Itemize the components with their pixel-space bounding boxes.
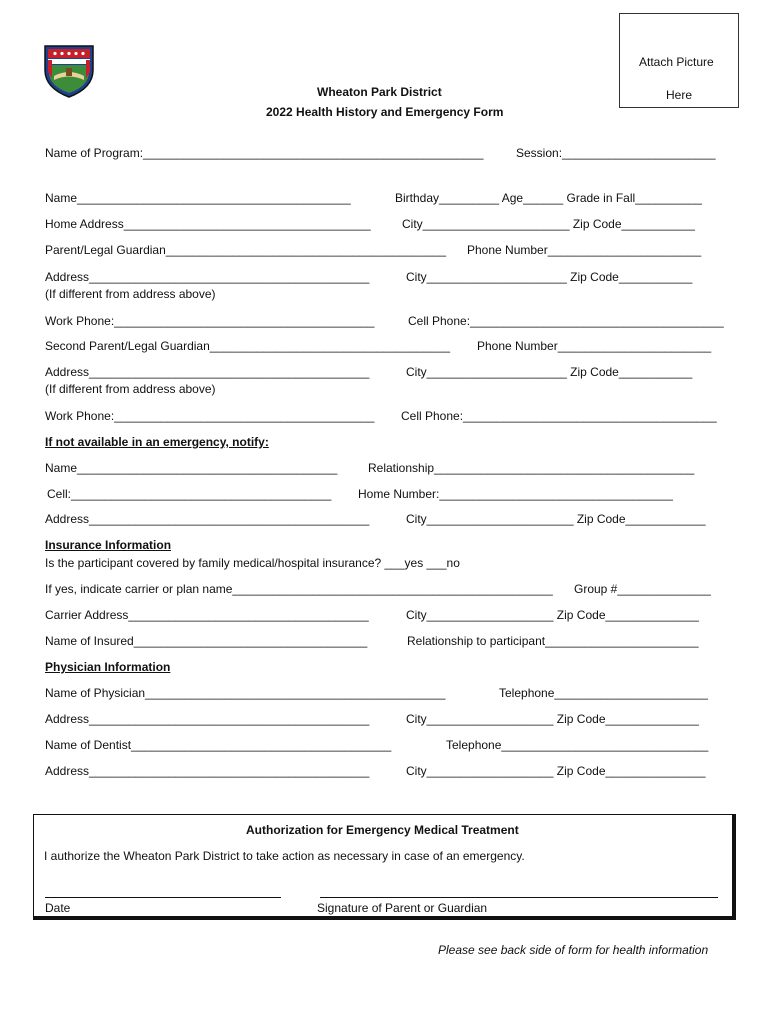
dentist-city-zip-field[interactable]: City___________________ Zip Code_______________ xyxy=(406,764,706,778)
signature-label: Signature of Parent or Guardian xyxy=(317,901,488,915)
authorization-box xyxy=(33,814,736,920)
organization-name: Wheaton Park District xyxy=(317,85,442,99)
second-guardian-field[interactable]: Second Parent/Legal Guardian____________________________________ xyxy=(45,339,451,353)
birthday-age-grade-field[interactable]: Birthday_________ Age______ Grade in Fall__________ xyxy=(395,191,702,205)
emergency-contact-heading: If not available in an emergency, notify: xyxy=(45,435,269,449)
guardian-city-zip-field[interactable]: City_____________________ Zip Code___________ xyxy=(406,270,693,284)
physician-address-field[interactable]: Address__________________________________________ xyxy=(45,712,370,726)
guardian-cell-phone-field[interactable]: Cell Phone:______________________________________ xyxy=(408,314,724,328)
second-guardian-address-field[interactable]: Address__________________________________________ xyxy=(45,365,370,379)
emergency-name-field[interactable]: Name_______________________________________ xyxy=(45,461,338,475)
date-label: Date xyxy=(45,901,71,915)
home-city-zip-field[interactable]: City______________________ Zip Code___________ xyxy=(402,217,695,231)
emergency-relationship-field[interactable]: Relationship_______________________________________ xyxy=(368,461,695,475)
guardian-signature-line[interactable] xyxy=(320,897,718,898)
guardian-address-field[interactable]: Address__________________________________________ xyxy=(45,270,370,284)
second-guardian-phone-field[interactable]: Phone Number_______________________ xyxy=(477,339,712,353)
address-note: (If different from address above) xyxy=(45,287,216,301)
physician-telephone-field[interactable]: Telephone_______________________ xyxy=(499,686,708,700)
back-side-note: Please see back side of form for health information xyxy=(438,943,709,957)
form-title: 2022 Health History and Emergency Form xyxy=(266,105,504,119)
photo-attachment-box xyxy=(619,13,739,108)
guardian-phone-field[interactable]: Phone Number_______________________ xyxy=(467,243,702,257)
carrier-address-field[interactable]: Carrier Address____________________________________ xyxy=(45,608,369,622)
authorization-title: Authorization for Emergency Medical Treatment xyxy=(246,823,519,837)
insurance-coverage-question[interactable]: Is the participant covered by family medical/hospital insurance? ___yes ___no xyxy=(45,556,460,570)
photo-box-line-2: Here xyxy=(666,88,693,102)
dentist-address-field[interactable]: Address__________________________________________ xyxy=(45,764,370,778)
emergency-address-field[interactable]: Address__________________________________________ xyxy=(45,512,370,526)
insurance-heading: Insurance Information xyxy=(45,538,172,552)
second-guardian-work-phone-field[interactable]: Work Phone:_______________________________________ xyxy=(45,409,375,423)
emergency-home-number-field[interactable]: Home Number:___________________________________ xyxy=(358,487,673,501)
insurance-group-field[interactable]: Group #______________ xyxy=(574,582,711,596)
guardian-work-phone-field[interactable]: Work Phone:_______________________________________ xyxy=(45,314,375,328)
date-signature-line[interactable] xyxy=(45,897,281,898)
physician-heading: Physician Information xyxy=(45,660,171,674)
physician-city-zip-field[interactable]: City___________________ Zip Code______________ xyxy=(406,712,699,726)
dentist-name-field[interactable]: Name of Dentist_______________________________________ xyxy=(45,738,392,752)
program-name-field[interactable]: Name of Program:___________________________________________________ xyxy=(45,146,484,160)
home-address-field[interactable]: Home Address_____________________________________ xyxy=(45,217,371,231)
emergency-cell-field[interactable]: Cell:_______________________________________ xyxy=(47,487,332,501)
emergency-city-zip-field[interactable]: City______________________ Zip Code____________ xyxy=(406,512,706,526)
insured-name-field[interactable]: Name of Insured___________________________________ xyxy=(45,634,368,648)
photo-box-line-1: Attach Picture xyxy=(639,55,714,69)
insured-relationship-field[interactable]: Relationship to participant_______________________ xyxy=(407,634,699,648)
carrier-city-zip-field[interactable]: City___________________ Zip Code______________ xyxy=(406,608,699,622)
park-district-shield-icon xyxy=(42,42,96,98)
authorization-statement: I authorize the Wheaton Park District to take action as necessary in case of an emergency. xyxy=(44,849,525,863)
address-note-2: (If different from address above) xyxy=(45,382,216,396)
dentist-telephone-field[interactable]: Telephone_______________________________ xyxy=(446,738,709,752)
logo xyxy=(42,42,96,98)
participant-name-field[interactable]: Name_________________________________________ xyxy=(45,191,351,205)
insurance-carrier-field[interactable]: If yes, indicate carrier or plan name________________________________________________ xyxy=(45,582,553,596)
guardian-field[interactable]: Parent/Legal Guardian__________________________________________ xyxy=(45,243,447,257)
second-guardian-city-zip-field[interactable]: City_____________________ Zip Code___________ xyxy=(406,365,693,379)
second-guardian-cell-phone-field[interactable]: Cell Phone:______________________________________ xyxy=(401,409,717,423)
session-field[interactable]: Session:_______________________ xyxy=(516,146,716,160)
physician-name-field[interactable]: Name of Physician_____________________________________________ xyxy=(45,686,446,700)
